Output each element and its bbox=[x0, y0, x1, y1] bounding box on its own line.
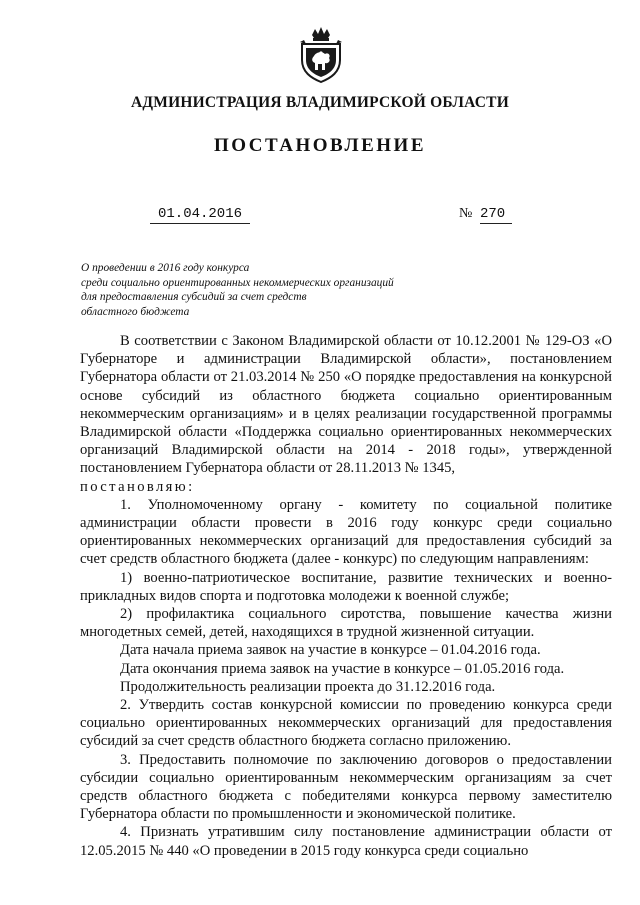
clause-1-item-2: 2) профилактика социального сиротства, повышение качества жизни многодетных семей, детей, находящихся в трудной жизненной ситуации. bbox=[80, 606, 612, 641]
clause-3: 3. Предоставить полномочие по заключению договоров о предоставлении субсидии социально ориентированным некоммерческим организациям за счет средств областного бюджета с победителями конкурса первому заместителю Губернатора области по промышленности и экономической политике. bbox=[80, 751, 612, 823]
document-date: 01.04.2016 bbox=[150, 206, 250, 224]
decree-word: постановляю: bbox=[80, 478, 195, 495]
subject-line: О проведении в 2016 году конкурса bbox=[81, 262, 250, 274]
clause-2: 2. Утвердить состав конкурсной комиссии по проведению конкурса среди социально ориентированных некоммерческих организаций для предоставления субсидий за счет средств областного бюджета согласно приложению. bbox=[80, 697, 612, 750]
project-duration: Продолжительность реализации проекта до 31.12.2016 года. bbox=[120, 678, 496, 695]
clause-4: 4. Признать утратившим силу постановление администрации области от 12.05.2015 № 440 «О проведении в 2015 году конкурса среди социально bbox=[80, 824, 612, 859]
subject-line: для предоставления субсидий за счет средств bbox=[81, 291, 307, 303]
clause-1-item-1: 1) военно-патриотическое воспитание, развитие технических и военно-прикладных видов спорта и подготовка молодежи к военной службе; bbox=[80, 569, 612, 604]
application-start-date: Дата начала приема заявок на участие в конкурсе – 01.04.2016 года. bbox=[120, 642, 541, 659]
document-type-title: ПОСТАНОВЛЕНИЕ bbox=[213, 135, 427, 156]
subject-line: среди социально ориентированных некоммерческих организаций bbox=[81, 276, 394, 289]
subject-line: областного бюджета bbox=[81, 305, 190, 318]
application-end-date: Дата окончания приема заявок на участие в конкурсе – 01.05.2016 года. bbox=[120, 660, 565, 677]
clause-1: 1. Уполномоченному органу - комитету по социальной политике администрации области провести в 2016 году конкурс среди социально ориентированных некоммерческих организаций для предоставления субсидий за счет средств областного бюджета (далее - конкурс) по следующим направлениям: bbox=[80, 496, 612, 568]
organization-name: АДМИНИСТРАЦИЯ ВЛАДИМИРСКОЙ ОБЛАСТИ bbox=[131, 94, 509, 111]
document-subject bbox=[81, 261, 461, 319]
document-number-label: № bbox=[459, 206, 473, 221]
document-number: 270 bbox=[480, 206, 512, 224]
document-body bbox=[80, 332, 612, 860]
coat-of-arms-icon bbox=[298, 26, 344, 84]
preamble-paragraph: В соответствии с Законом Владимирской области от 10.12.2001 № 129-ОЗ «О Губернаторе и администрации Владимирской области», постановлением Губернатора области от 21.03.2014 № 250 «О порядке предоставления на конкурсной основе субсидий из областного бюджета социально ориентированным некоммерческим организациям» и в целях реализации государственной программы Владимирской области «Поддержка социально ориентированных некоммерческих организаций Владимирской области на 2014 - 2018 годы», утвержденной постановлением Губернатора области от 28.11.2013 № 1345, bbox=[80, 333, 612, 477]
